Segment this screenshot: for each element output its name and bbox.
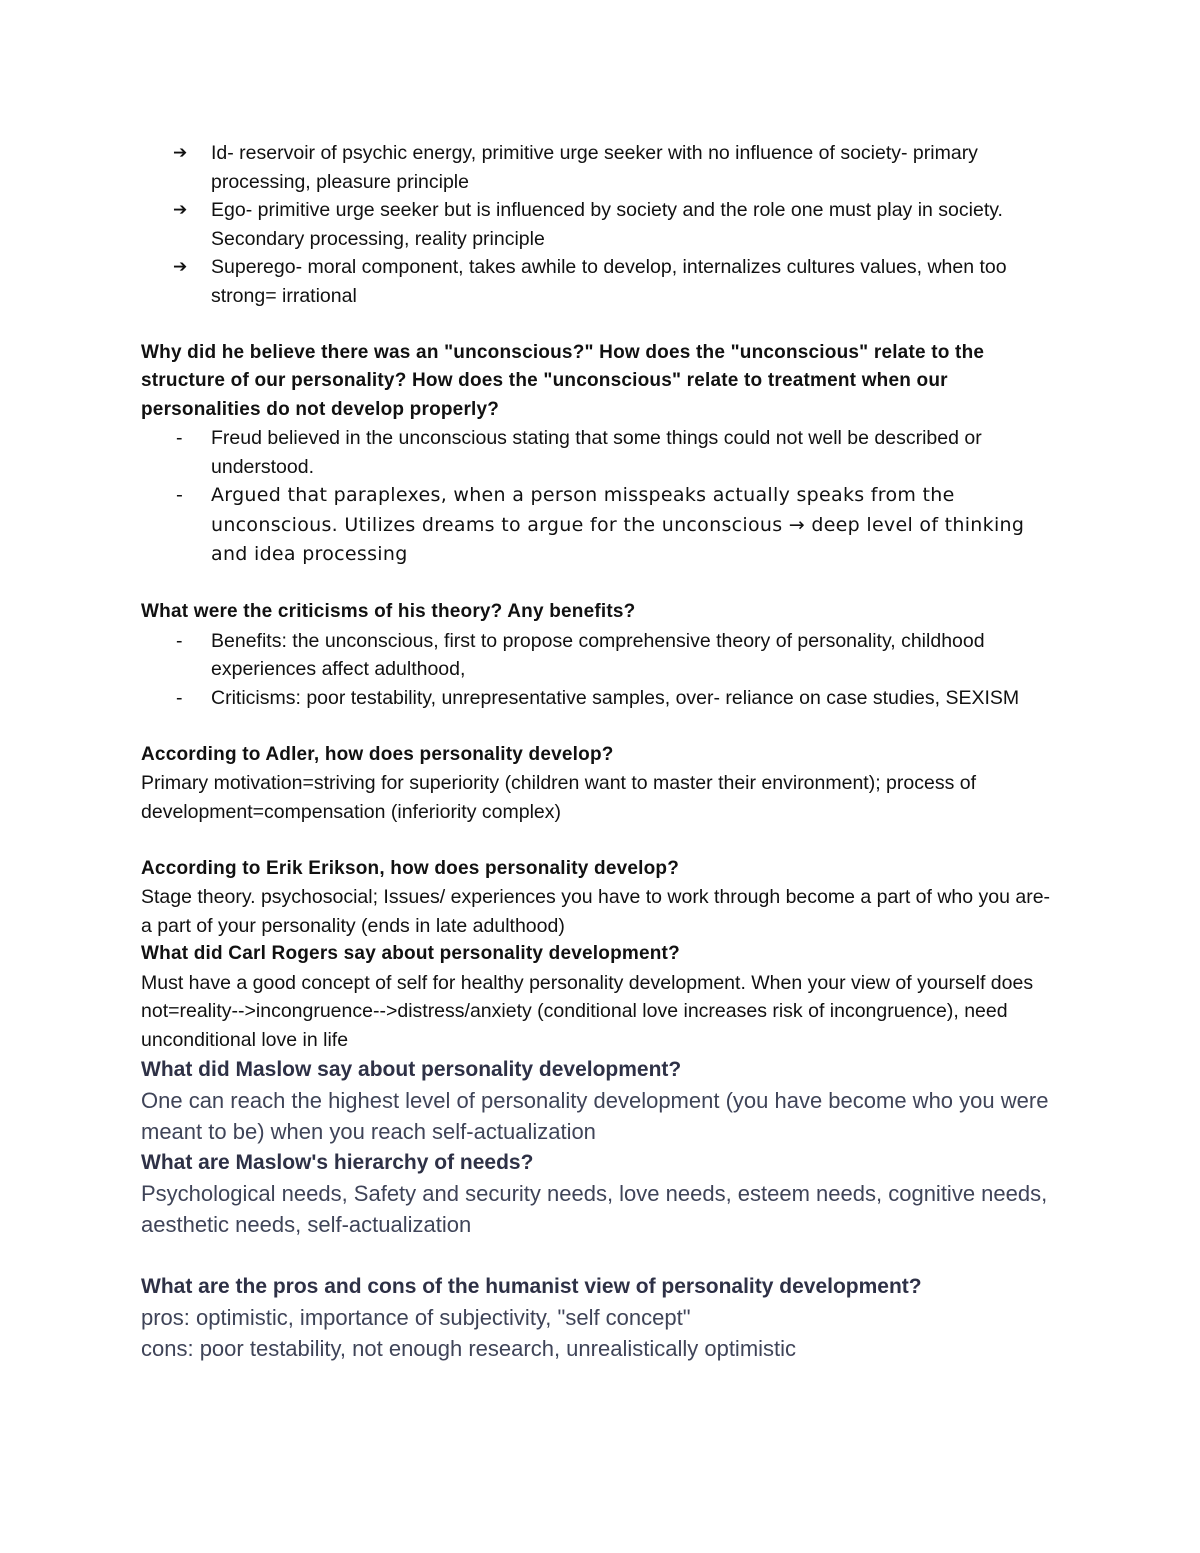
list-item bbox=[141, 424, 1061, 481]
maslow-development-answer: One can reach the highest level of personality development (you have become who you were meant to be) when you reach self-actualization bbox=[141, 1088, 1049, 1144]
criticisms-answer-list bbox=[141, 627, 1061, 713]
list-item-text: Ego- primitive urge seeker but is influenced by society and the role one must play in society. Secondary processing, reality principle bbox=[211, 199, 1003, 250]
maslow-needs-answer: Psychological needs, Safety and security needs, love needs, esteem needs, cognitive needs, aesthetic needs, self-actualization bbox=[141, 1181, 1048, 1237]
list-item bbox=[141, 139, 1061, 196]
maslow-needs-question: What are Maslow's hierarchy of needs? bbox=[141, 1151, 534, 1174]
list-item-text: Benefits: the unconscious, first to propose comprehensive theory of personality, childhood experiences affect adulthood, bbox=[211, 629, 985, 680]
list-item-text: Id- reservoir of psychic energy, primitive urge seeker with no influence of society- primary processing, pleasure principle bbox=[211, 142, 978, 193]
criticisms-question: What were the criticisms of his theory? Any benefits? bbox=[141, 601, 636, 622]
personality-structure-list bbox=[141, 139, 1061, 310]
rogers-question: What did Carl Rogers say about personality development? bbox=[141, 943, 680, 964]
maslow-development-question: What did Maslow say about personality development? bbox=[141, 1058, 682, 1081]
list-item-text: Argued that paraplexes, when a person misspeaks actually speaks from the unconscious. Utilizes dreams to argue for the unconscious → deep level of thinking and idea processing bbox=[211, 484, 1025, 565]
dash-bullet: - bbox=[176, 629, 183, 652]
list-item-text: Freud believed in the unconscious stating that some things could not well be described or understood. bbox=[211, 427, 982, 478]
dash-bullet: - bbox=[176, 686, 183, 709]
adler-answer: Primary motivation=striving for superiority (children want to master their environment); process of development=compensation (inferiority complex) bbox=[141, 772, 977, 823]
list-item bbox=[141, 196, 1061, 253]
erikson-answer: Stage theory. psychosocial; Issues/ experiences you have to work through become a part of who you are- a part of your personality (ends in late adulthood) bbox=[141, 886, 1051, 937]
unconscious-answer-list bbox=[141, 424, 1061, 570]
document-page bbox=[141, 139, 1061, 1364]
dash-bullet: - bbox=[176, 427, 183, 449]
list-item-text: Criticisms: poor testability, unrepresentative samples, over- reliance on case studies, SEXISM bbox=[211, 686, 1020, 709]
list-item bbox=[141, 684, 1061, 713]
dash-bullet: - bbox=[176, 484, 184, 506]
humanist-question: What are the pros and cons of the humanist view of personality development? bbox=[141, 1275, 922, 1298]
unconscious-question: Why did he believe there was an "unconscious?" How does the "unconscious" relate to the structure of our personality? How does the "unconscious" relate to treatment when our personalities do not develop properly? bbox=[141, 341, 985, 420]
arrow-bullet-icon: ➔ bbox=[173, 200, 188, 220]
list-item bbox=[141, 481, 1061, 570]
list-item bbox=[141, 253, 1061, 310]
rogers-answer: Must have a good concept of self for healthy personality development. When your view of yourself does not=reality-->incongruence-->distress/anxiety (conditional love increases risk of incongruence), need unconditional love in life bbox=[141, 971, 1034, 1051]
list-item-text: Superego- moral component, takes awhile to develop, internalizes cultures values, when too strong= irrational bbox=[211, 256, 1007, 307]
humanist-pros: pros: optimistic, importance of subjectivity, "self concept" bbox=[141, 1305, 691, 1330]
arrow-bullet-icon: ➔ bbox=[173, 143, 188, 163]
erikson-question: According to Erik Erikson, how does personality develop? bbox=[141, 857, 680, 879]
arrow-bullet-icon: ➔ bbox=[173, 257, 188, 277]
adler-question: According to Adler, how does personality develop? bbox=[141, 743, 614, 765]
list-item bbox=[141, 627, 1061, 684]
humanist-cons: cons: poor testability, not enough research, unrealistically optimistic bbox=[141, 1336, 797, 1361]
